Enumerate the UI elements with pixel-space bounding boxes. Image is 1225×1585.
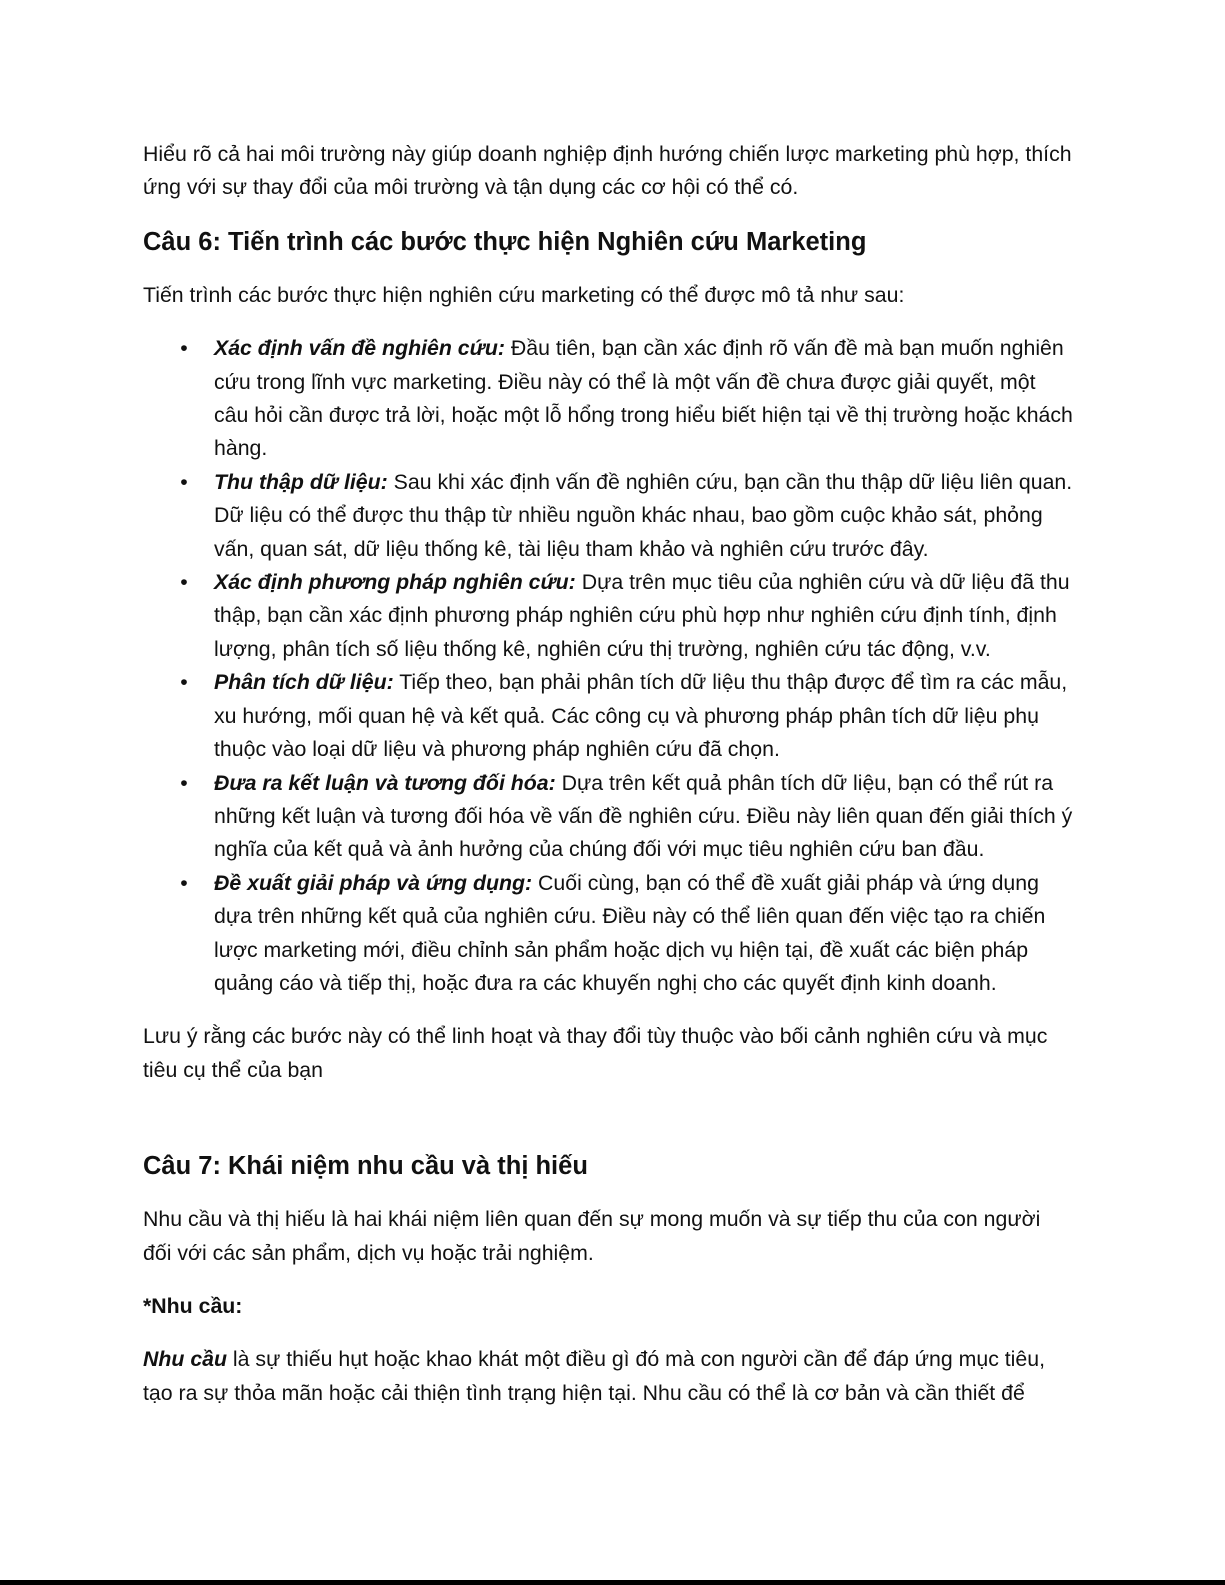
list-item [143, 666, 1073, 766]
list-item [143, 867, 1073, 1001]
step-text: Cuối cùng, bạn có thể đề xuất giải pháp và ứng dụng dựa trên những kết quả của nghiên cứu. Điều này có thể liên quan đến việc tạo ra chiến lược marketing mới, điều chỉnh sản phẩm hoặc dịch vụ hiện tại, đề xuất các biện pháp quảng cáo và tiếp thị, hoặc đưa ra các khuyến nghị cho các quyết định kinh doanh. [214, 870, 1046, 995]
bullet-icon: • [180, 670, 188, 695]
section-6-note: Lưu ý rằng các bước này có thể linh hoạt và thay đổi tùy thuộc vào bối cảnh nghiên cứu và mục tiêu cụ thể của bạn [143, 1024, 1048, 1082]
need-subheading: *Nhu cầu: [143, 1293, 243, 1318]
step-term: Xác định vấn đề nghiên cứu: [214, 336, 505, 361]
bullet-icon: • [180, 870, 188, 895]
step-text: Tiếp theo, bạn phải phân tích dữ liệu thu thập được để tìm ra các mẫu, xu hướng, mối quan hệ và kết quả. Các công cụ và phương pháp phân tích dữ liệu phụ thuộc vào loại dữ liệu và phương pháp nghiên cứu đã chọn. [214, 670, 1068, 762]
step-text: Dựa trên mục tiêu của nghiên cứu và dữ liệu đã thu thập, bạn cần xác định phương pháp nghiên cứu phù hợp như nghiên cứu định tính, định lượng, phân tích số liệu thống kê, nghiên cứu thị trường, nghiên cứu tác động, v.v. [214, 570, 1070, 661]
list-item [143, 767, 1073, 867]
list-item [143, 332, 1073, 466]
page-content [143, 138, 1073, 1410]
step-term: Phân tích dữ liệu: [214, 670, 394, 695]
bullet-icon: • [180, 336, 188, 361]
list-item [143, 466, 1073, 566]
need-term: Nhu cầu [143, 1347, 228, 1372]
step-term: Đưa ra kết luận và tương đối hóa: [214, 770, 556, 795]
step-term: Đề xuất giải pháp và ứng dụng: [214, 870, 533, 895]
page-bottom-border [0, 1580, 1225, 1585]
need-text: là sự thiếu hụt hoặc khao khát một điều gì đó mà con người cần để đáp ứng mục tiêu, tạo ra sự thỏa mãn hoặc cải thiện tình trạng hiện tại. Nhu cầu có thể là cơ bản và cần thiết để [143, 1347, 1046, 1405]
need-paragraph [143, 1343, 1073, 1410]
step-text: Dựa trên kết quả phân tích dữ liệu, bạn có thể rút ra những kết luận và tương đối hóa về vấn đề nghiên cứu. Điều này liên quan đến giải thích ý nghĩa của kết quả và ảnh hưởng của chúng đối với mục tiêu nghiên cứu ban đầu. [214, 770, 1073, 862]
step-term: Xác định phương pháp nghiên cứu: [214, 570, 576, 595]
research-steps-list [143, 332, 1073, 1000]
list-item [143, 566, 1073, 666]
step-text: Đầu tiên, bạn cần xác định rõ vấn đề mà bạn muốn nghiên cứu trong lĩnh vực marketing. Điều này có thể là một vấn đề chưa được giải quyết, một câu hỏi cần được trả lời, hoặc một lỗ hổng trong hiểu biết hiện tại về thị trường hoặc khách hàng. [214, 336, 1073, 461]
bullet-icon: • [180, 469, 188, 494]
step-text: Sau khi xác định vấn đề nghiên cứu, bạn cần thu thập dữ liệu liên quan. Dữ liệu có thể được thu thập từ nhiều nguồn khác nhau, bao gồm cuộc khảo sát, phỏng vấn, quan sát, dữ liệu thống kê, tài liệu tham khảo và nghiên cứu trước đây. [214, 469, 1073, 561]
bullet-icon: • [180, 570, 188, 595]
section-7-heading: Câu 7: Khái niệm nhu cầu và thị hiếu [143, 1152, 588, 1181]
step-term: Thu thập dữ liệu: [214, 469, 388, 494]
section-6-heading: Câu 6: Tiến trình các bước thực hiện Nghiên cứu Marketing [143, 227, 867, 256]
intro-paragraph: Hiểu rõ cả hai môi trường này giúp doanh nghiệp định hướng chiến lược marketing phù hợp, thích ứng với sự thay đổi của môi trường và tận dụng các cơ hội có thể có. [143, 142, 1072, 200]
section-6-lead: Tiến trình các bước thực hiện nghiên cứu marketing có thể được mô tả như sau: [143, 282, 905, 307]
bullet-icon: • [180, 770, 188, 795]
section-7-definition: Nhu cầu và thị hiếu là hai khái niệm liên quan đến sự mong muốn và sự tiếp thu của con người đối với các sản phẩm, dịch vụ hoặc trải nghiệm. [143, 1207, 1041, 1265]
